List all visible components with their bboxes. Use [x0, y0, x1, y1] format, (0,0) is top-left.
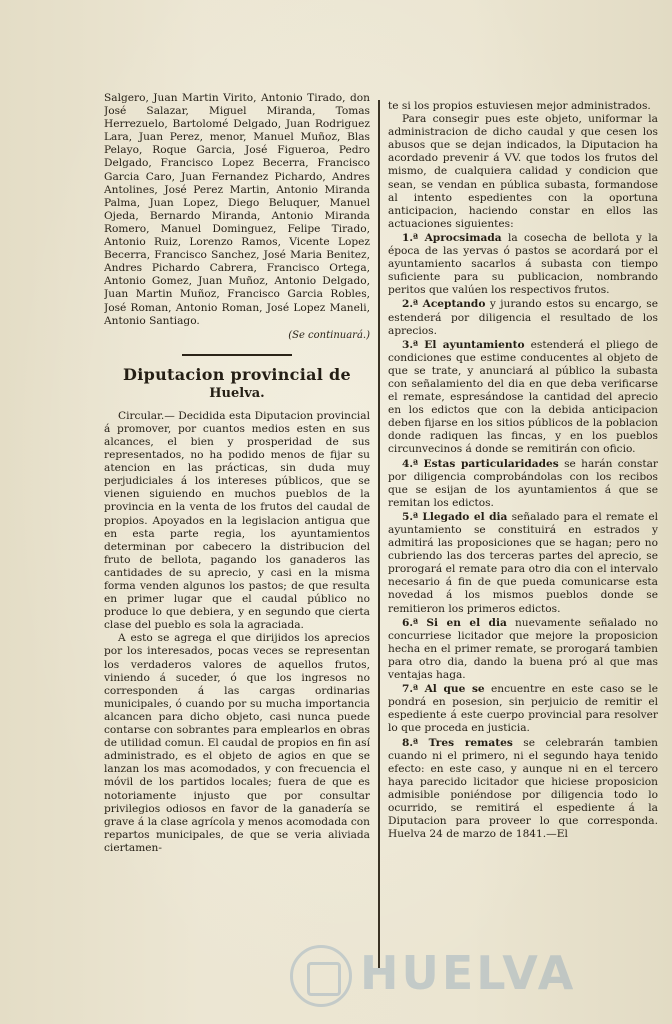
- circular-paragraph-2: A esto se agrega el que dirijidos los aprecios por los interesados, pocas veces se representan los verdaderos valores de aquellos frutos, viniendo á suceder, ó que los ingresos no corresponden á las cargas ordinarias municipales, ó cuando por su mucha importancia alcancen para dicho objeto, casi nunca puede contarse con sobrantes para emplearlos en obras de utilidad comun. El caudal de propios en fin así administrado, es el objeto de agios en que se lanzan los mas acomodados, y con frecuencia el móvil de los partidos locales; fuera de que es notoriamente injusto que por consultar privilegios odiosos en favor de la ganadería se grave á la clase agrícola y menos acomodada con repartos municipales, de que se veria aliviada ciertamen-: [104, 632, 370, 854]
- numbered-item: [388, 683, 658, 735]
- item-text: la cosecha de bellota y la época de las yervas ó pastos se acordará por el ayuntamiento sacarlos á subasta con tiempo suficiente para su publicacion, nombrando peritos que valúen los respectivos frutos.: [388, 231, 658, 297]
- numbered-item: [388, 339, 658, 457]
- item-lead: Estas particularidades: [423, 457, 559, 470]
- numbered-item: [388, 511, 658, 616]
- item-lead: Si en el dia: [426, 616, 507, 629]
- numbered-item: [388, 617, 658, 682]
- continued-text: te si los propios estuviesen mejor administrados.: [388, 100, 651, 112]
- item-lead: Al que se: [424, 683, 485, 696]
- column-rule: [378, 100, 380, 968]
- circular-paragraph-1: Circular.— Decidida esta Diputacion provincial á promover, por cuantos medios esten en sus alcances, el bien y prosperidad de sus representados, no ha podido menos de fijar su atencion en las prácticas, sin duda muy perjudiciales á los intereses públicos, que se vienen siguiendo en muchos pueblos de la provincia en la venta de los frutos del caudal de propios. Apoyados en la legislacion antigua que en esta parte regia, los ayuntamientos determinan por cabecero la distribucion del fruto de bellota, pagando los ganaderos las cantidades de su aprecio, y casi en la misma forma venden algunos los pastos; de que resulta en primer lugar que el caudal público no produce lo que debiera, y en segundo que cierta clase del pueblo es sola la agraciada.: [104, 409, 370, 632]
- item-text: señalado para el remate el ayuntamiento se constituirá en estrados y admitirá las proposiciones que se hagan; pero no cubriendo las dos terceras partes del aprecio, se prorogará el remate para otro dia con el intervalo necesario á fin de que pueda comunicarse esta novedad á los mismos pueblos donde se remitieron los primeros edictos.: [388, 510, 658, 615]
- numbered-item: [388, 232, 658, 297]
- item-number: 5.ª: [402, 510, 419, 523]
- numbered-item: [388, 298, 658, 337]
- item-lead: Aprocsimada: [424, 231, 502, 244]
- item-number: 3.ª: [402, 338, 419, 351]
- item-text: se harán constar por diligencia comprobándolas con los recibos que se esijan de los ayuntamientos á que se remitan los edictos.: [388, 457, 658, 509]
- item-number: 2.ª: [402, 298, 419, 311]
- item-lead: Aceptando: [422, 298, 486, 311]
- numbered-item: [388, 737, 658, 842]
- item-number: 8.ª: [402, 736, 419, 749]
- section-heading: Diputacion provincial de: [123, 364, 351, 384]
- item-lead: Llegado el dia: [422, 510, 508, 523]
- item-text: y jurando estos su encargo, se estenderá por diligencia el resultado de los aprecios.: [388, 298, 658, 337]
- name-list: Salgero, Juan Martin Virito, Antonio Tirado, don José Salazar, Miguel Miranda, Tomas Herrezuelo, Bartolomé Delgado, Juan Rodriguez Lara, Juan Perez, menor, Manuel Muñoz, Blas Pelayo, Roque Garcia, José Figueroa, Pedro Delgado, Francisco Lopez Becerra, Francisco Garcia Caro, Juan Fernandez Pichardo, Andres Antolines, José Perez Martin, Antonio Miranda Palma, Juan Lopez, Diego Beluquer, Manuel Ojeda, Bernardo Miranda, Antonio Miranda Romero, Manuel Dominguez, Felipe Tirado, Antonio Ruiz, Lorenzo Ramos, Vicente Lopez Becerra, Francisco Sanchez, José Maria Benitez, Andres Pichardo Cabrera, Francisco Ortega, Antonio Gomez, Juan Muñoz, Antonio Delgado, Juan Martin Muñoz, Francisco Garcia Robles, José Roman, Antonio Roman, José Lopez Maneli, Antonio Santiago.: [104, 92, 370, 327]
- item-text: encuentre en este caso se le pondrá en posesion, sin perjuicio de remitir el espediente á este cuerpo provincial para resolver lo que proceda en justicia.: [388, 683, 658, 735]
- item-lead: Tres remates: [428, 736, 513, 749]
- item-lead: El ayuntamiento: [424, 338, 525, 351]
- numbered-items: [388, 232, 658, 841]
- intro-paragraph: Para consegir pues este objeto, uniformar la administracion de dicho caudal y que cesen los abusos que se dejan indicados, la Diputacion ha acordado prevenir á VV. que todos los frutos del mismo, de cualquiera calidad y condicion que sean, se vendan en pública subasta, formandose al intento espedientes con la oportuna anticipacion, haciendo constar en ellos las actuaciones siguientes:: [388, 113, 658, 230]
- item-number: 7.ª: [402, 683, 419, 696]
- left-column: [104, 92, 370, 962]
- item-number: 4.ª: [402, 457, 419, 470]
- item-number: 1.ª: [402, 231, 419, 244]
- item-text: se celebrarán tambien cuando ni el primero, ni el segundo haya tenido efecto: en este caso, y aunque ni en el tercero haya parecido licitador que hiciese proposicion admisible poniéndose por diligencia todo lo ocurrido, se remitirá el espediente á la Diputacion para proveer lo que corresponda. Huelva 24 de marzo de 1841.—El: [388, 736, 658, 841]
- right-column: [388, 100, 658, 970]
- numbered-item: [388, 458, 658, 510]
- section-subheading: Huelva.: [209, 385, 265, 401]
- watermark-text: HUELVA: [360, 946, 577, 1000]
- section-divider: [182, 354, 292, 356]
- item-text: nuevamente señalado no concurriese licitador que mejore la proposicion hecha en el primer remate, se prorogará tambien para otro dia, dando la buena pró al que mas ventajas haga.: [388, 616, 658, 682]
- continued-note: (Se continuará.): [288, 329, 370, 341]
- item-text: estenderá el pliego de condiciones que estime conducentes al objeto de que se trate, y anunciará al público la subasta con señalamiento del dia en que deba verificarse el remate, espresándose la cantidad del aprecio en los edictos que con la debida anticipacion deben fijarse en los sitios públicos de la poblacion donde radiquen las fincas, y en los pueblos circunvecinos á donde se remitirán con oficio.: [388, 338, 658, 456]
- item-number: 6.ª: [402, 616, 419, 629]
